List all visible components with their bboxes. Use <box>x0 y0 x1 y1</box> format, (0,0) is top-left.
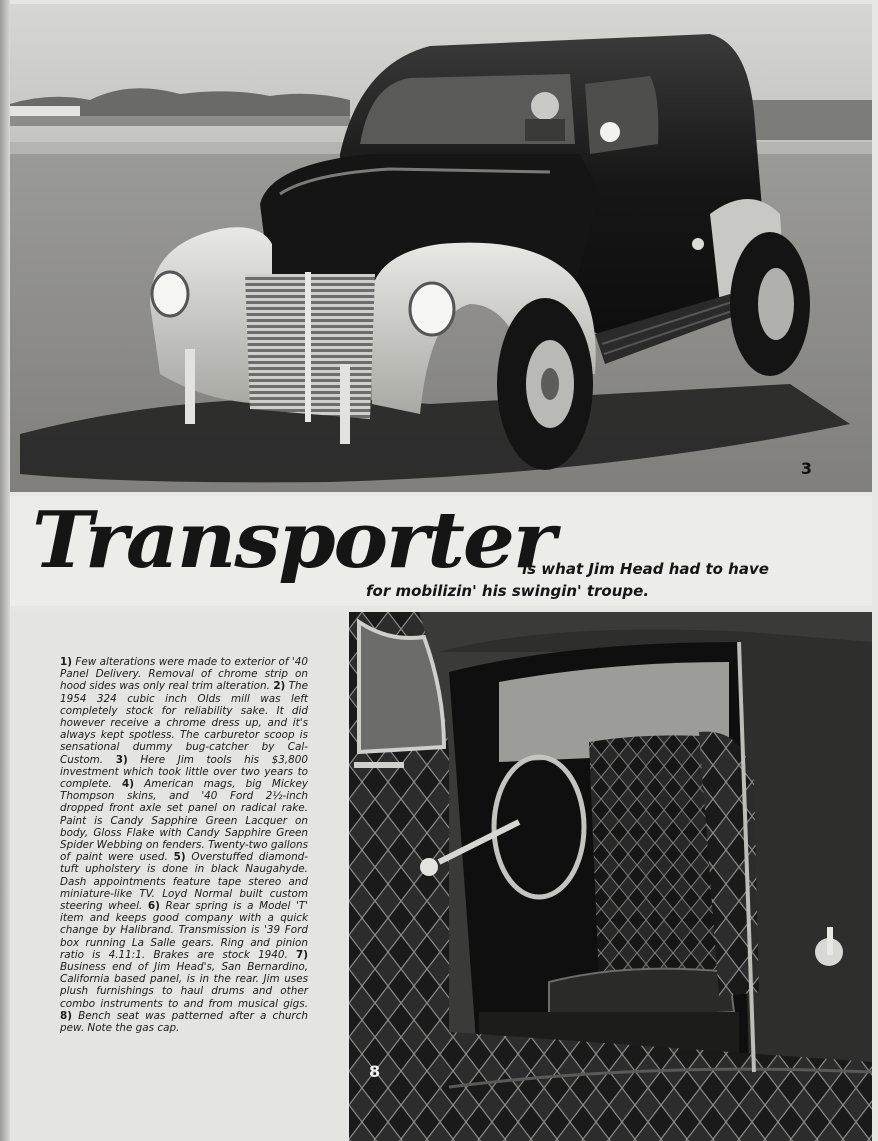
caption-number: 2) <box>273 680 286 693</box>
caption-text: Rear spring is a Model 'T' item and keeps good company with a quick change by Halibrand. Transmission is '39 Ford box running La Salle gears. Ring and pinion ratio is 4.11:1. Brakes are stock 1940. <box>60 900 308 961</box>
caption-body <box>60 656 308 1034</box>
caption-number: 7) <box>296 948 308 961</box>
headline-title: Transporter <box>32 495 554 586</box>
caption-text: Here Jim tools his $3,800 investment which took little over two years to complete. <box>60 753 308 791</box>
caption-text: Overstuffed diamond-tuft upholstery is done in black Naugahyde. Dash appointments feature tape stereo and miniature-like TV. Loyd Normal built custom steering wheel. <box>60 851 309 913</box>
caption-text: Few alterations were made to exterior of '40 Panel Delivery. Removal of chrome strip on hood sides was only real trim alteration. <box>60 656 308 693</box>
caption-text: The 1954 324 cubic inch Olds mill was left completely stock for reliability sake. It did however receive a chrome dress up, and it's always kept spotless. The carburetor scoop is sensational dummy bug-catcher by Cal-Custom. <box>60 680 308 766</box>
caption-number: 1) <box>60 656 72 668</box>
photo-number: 8 <box>369 1062 381 1081</box>
caption-text: Business end of Jim Head's, San Bernardino, California based panel, is in the rear. Jim uses plush furnishings to haul drums and other combo instruments to and from musical gigs. <box>60 961 308 1010</box>
caption-number: 6) <box>147 900 160 913</box>
caption-number: 5) <box>173 851 186 864</box>
page-spine-shadow <box>0 0 10 1141</box>
caption-text: American mags, big Mickey Thompson skins, and '40 Ford 2½-inch dropped front axle set panel on radical rake. Paint is Candy Sapphire Green Lacquer on body, Gloss Flake with Candy Sapphire Green Spider Webbing on fenders. Twenty-two gallons of paint were used. <box>60 778 308 864</box>
caption-number: 8) <box>60 1009 72 1022</box>
interior-illustration <box>349 612 872 1141</box>
interior-upholstery-photo <box>349 612 872 1141</box>
headline-subtitle-line1: is what Jim Head had to have <box>522 560 769 578</box>
headline-subtitle-line2: for mobilizin' his swingin' troupe. <box>366 582 650 600</box>
photo-number: 3 <box>800 459 812 478</box>
panel-truck-illustration <box>10 4 872 492</box>
panel-truck-photo <box>10 4 872 492</box>
caption-text: Bench seat was patterned after a church pew. Note the gas cap. <box>60 1009 308 1035</box>
caption-number: 4) <box>121 778 134 791</box>
headline-band <box>10 496 872 606</box>
caption-column <box>10 612 346 1141</box>
caption-number: 3) <box>115 753 128 766</box>
